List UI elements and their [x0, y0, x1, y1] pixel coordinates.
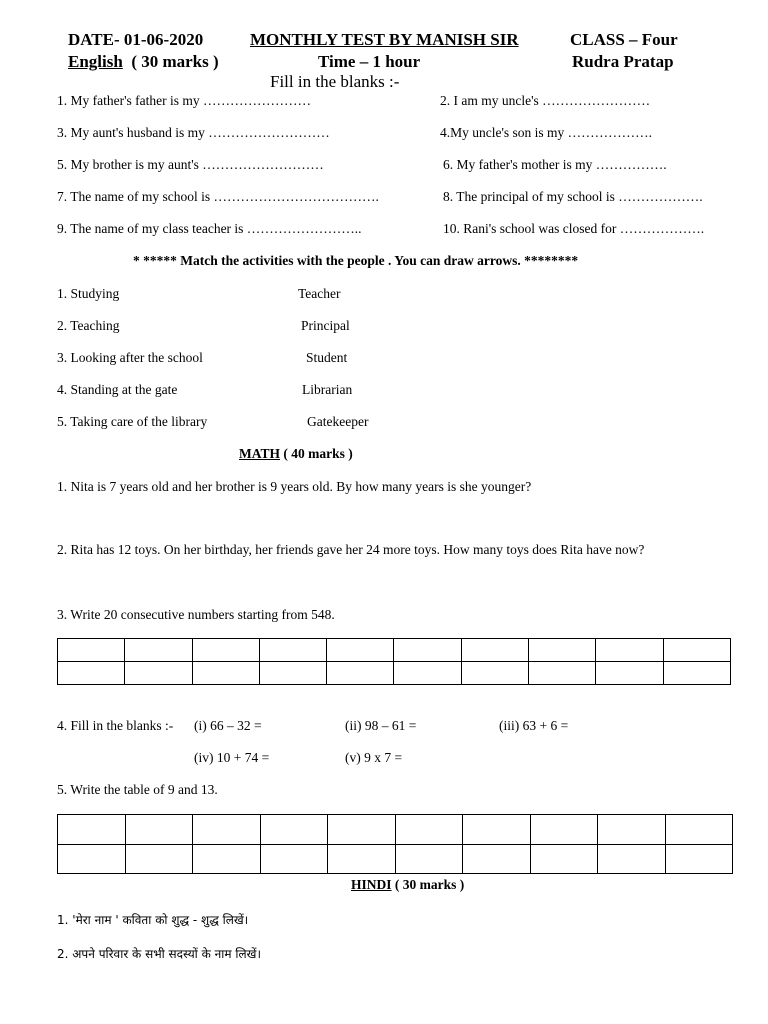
person-1: Teacher	[298, 286, 341, 301]
grid-cell	[463, 844, 531, 874]
grid-cell	[58, 639, 125, 662]
grid-cell	[395, 815, 463, 845]
math-marks: ( 40 marks )	[283, 446, 353, 461]
grid-cell	[58, 815, 126, 845]
blank-2: 2. I am my uncle's ……………………	[440, 93, 651, 108]
grid-cell	[461, 662, 528, 685]
consecutive-numbers-grid	[57, 638, 731, 685]
fill-blanks-title: Fill in the blanks :-	[270, 72, 400, 91]
person-2: Principal	[301, 318, 350, 333]
blank-6: 6. My father's mother is my …………….	[443, 157, 667, 172]
blank-10: 10. Rani's school was closed for ……………….	[443, 221, 705, 236]
grid-cell	[327, 662, 394, 685]
grid-cell	[598, 844, 666, 874]
grid-cell	[596, 662, 663, 685]
blank-4: 4.My uncle's son is my ……………….	[440, 125, 653, 140]
grid-cell	[58, 844, 126, 874]
grid-cell	[663, 639, 730, 662]
grid-cell	[192, 662, 259, 685]
hindi-subject: HINDI	[351, 877, 392, 892]
grid-cell	[193, 844, 261, 874]
grid-cell	[461, 639, 528, 662]
grid-cell	[260, 815, 328, 845]
grid-cell	[463, 815, 531, 845]
grid-cell	[328, 844, 396, 874]
test-date: DATE- 01-06-2020	[68, 30, 204, 49]
grid-cell	[193, 815, 261, 845]
grid-cell	[259, 662, 326, 685]
activity-4: 4. Standing at the gate	[57, 382, 178, 397]
hindi-q2: 2. अपने परिवार के सभी सदस्यों के नाम लिखें।	[57, 947, 261, 961]
math-q4: 4. Fill in the blanks :-	[57, 718, 174, 733]
math-subject: MATH	[239, 446, 280, 461]
grid-cell	[260, 844, 328, 874]
q4-item-2: (ii) 98 – 61 =	[345, 718, 417, 733]
grid-cell	[394, 639, 461, 662]
grid-cell	[125, 639, 192, 662]
grid-cell	[529, 639, 596, 662]
student-name: Rudra Pratap	[572, 52, 674, 71]
multiplication-table-grid	[57, 814, 733, 874]
person-5: Gatekeeper	[307, 414, 369, 429]
person-3: Student	[306, 350, 348, 365]
grid-cell	[395, 844, 463, 874]
grid-cell	[125, 815, 193, 845]
q4-item-5: (v) 9 x 7 =	[345, 750, 403, 765]
blank-3: 3. My aunt's husband is my ………………………	[57, 125, 330, 140]
grid-cell	[192, 639, 259, 662]
q4-item-3: (iii) 63 + 6 =	[499, 718, 569, 733]
grid-cell	[125, 844, 193, 874]
match-title: * ***** Match the activities with the people . You can draw arrows. ********	[133, 253, 579, 268]
hindi-q1: 1. 'मेरा नाम ' कविता को शुद्ध - शुद्ध लिखें।	[57, 913, 249, 927]
grid-cell	[125, 662, 192, 685]
grid-cell	[58, 662, 125, 685]
grid-cell	[665, 844, 733, 874]
blank-9: 9. The name of my class teacher is ……………………..	[57, 221, 362, 236]
test-time: Time – 1 hour	[318, 52, 421, 71]
activity-2: 2. Teaching	[57, 318, 120, 333]
grid-cell	[530, 815, 598, 845]
activity-3: 3. Looking after the school	[57, 350, 203, 365]
english-subject: English	[68, 52, 123, 71]
grid-cell	[328, 815, 396, 845]
person-4: Librarian	[302, 382, 353, 397]
grid-cell	[530, 844, 598, 874]
activity-5: 5. Taking care of the library	[57, 414, 208, 429]
blank-7: 7. The name of my school is ……………………………….	[57, 189, 379, 204]
q4-item-1: (i) 66 – 32 =	[194, 718, 262, 733]
math-q2: 2. Rita has 12 toys. On her birthday, her friends gave her 24 more toys. How many toys does Rita have now?	[57, 542, 645, 557]
activity-1: 1. Studying	[57, 286, 120, 301]
grid-cell	[327, 639, 394, 662]
grid-cell	[394, 662, 461, 685]
grid-cell	[598, 815, 666, 845]
grid-cell	[665, 815, 733, 845]
grid-cell	[596, 639, 663, 662]
grid-cell	[529, 662, 596, 685]
test-title: MONTHLY TEST BY MANISH SIR	[250, 30, 519, 49]
math-q1: 1. Nita is 7 years old and her brother is 9 years old. By how many years is she younger?	[57, 479, 532, 494]
english-marks: ( 30 marks )	[131, 52, 219, 71]
blank-5: 5. My brother is my aunt's ………………………	[57, 157, 324, 172]
q4-item-4: (iv) 10 + 74 =	[194, 750, 270, 765]
blank-8: 8. The principal of my school is ……………….	[443, 189, 703, 204]
grid-cell	[663, 662, 730, 685]
math-q5: 5. Write the table of 9 and 13.	[57, 782, 218, 797]
blank-1: 1. My father's father is my ……………………	[57, 93, 312, 108]
math-q3: 3. Write 20 consecutive numbers starting from 548.	[57, 607, 335, 622]
grid-cell	[259, 639, 326, 662]
hindi-marks: ( 30 marks )	[394, 877, 465, 892]
class-label: CLASS – Four	[570, 30, 678, 49]
